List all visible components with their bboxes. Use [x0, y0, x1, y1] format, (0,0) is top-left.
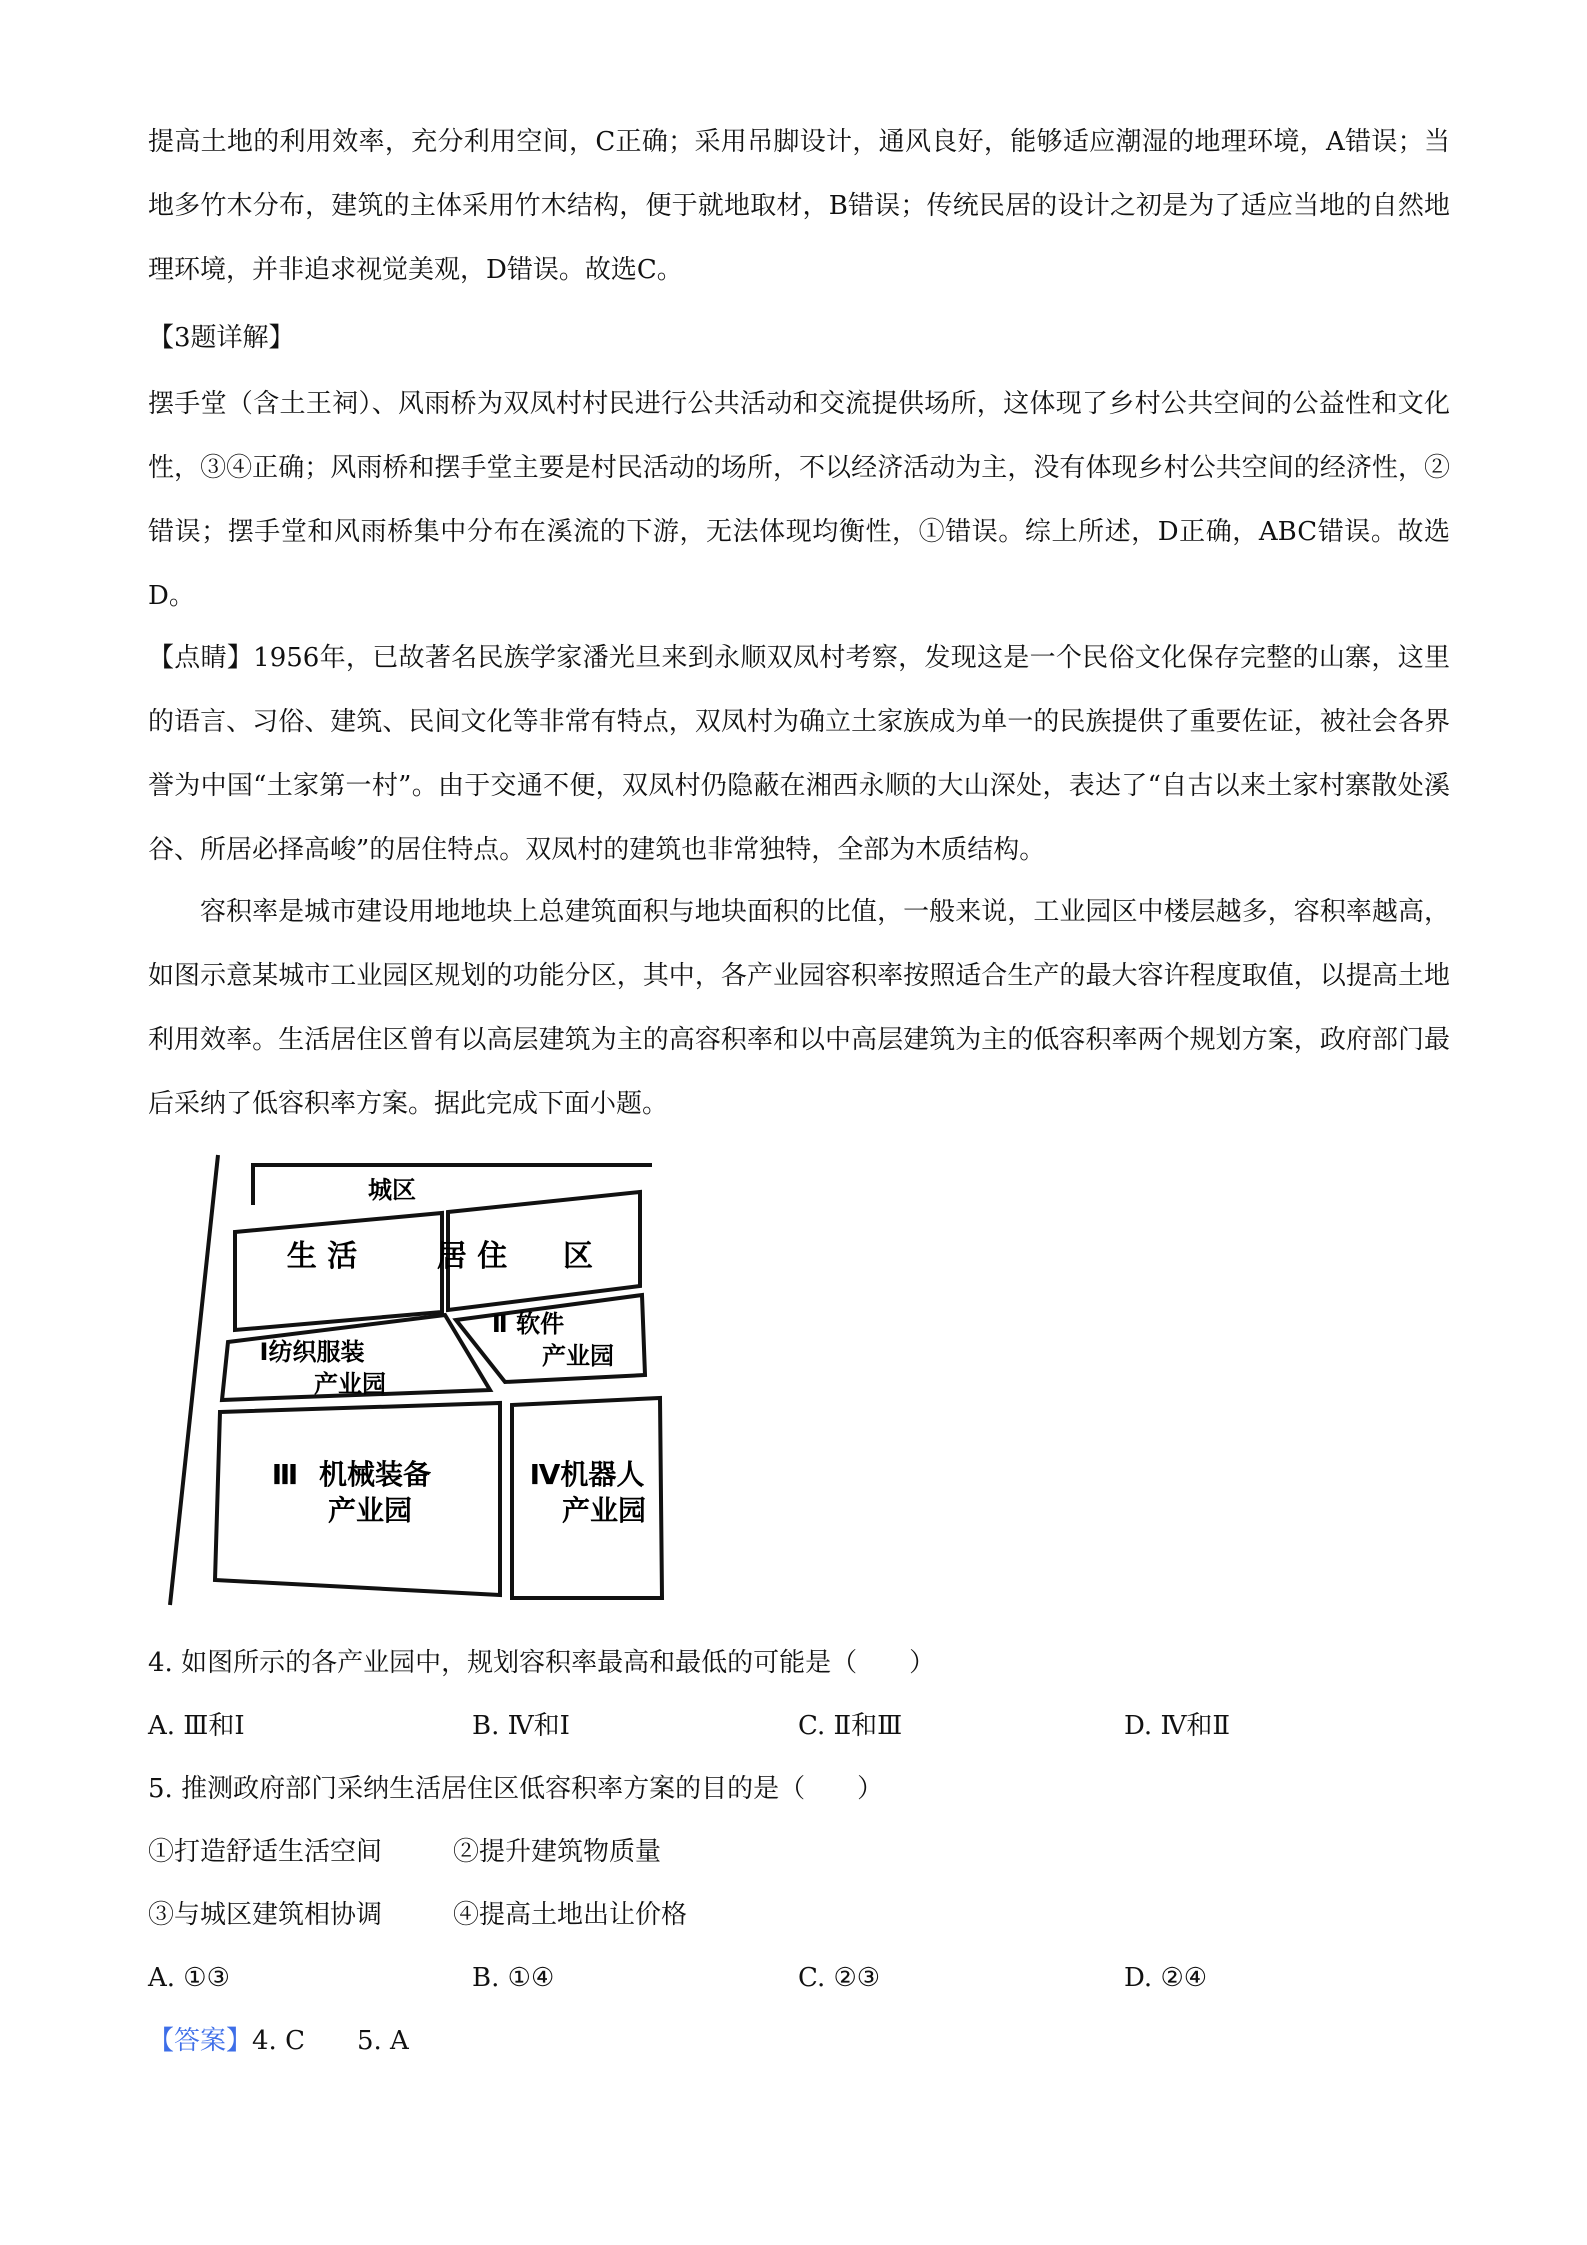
q5-item-3: ③与城区建筑相协调	[148, 1900, 383, 1930]
zone-3-number: Ⅲ	[271, 1458, 299, 1491]
q4-option-a[interactable]: A. Ⅲ和Ⅰ	[148, 1711, 245, 1741]
q5-option-a[interactable]: A. ①③	[148, 1963, 230, 1993]
road-line-top	[253, 1165, 652, 1205]
road-line-left	[170, 1155, 218, 1605]
city-label: 城区	[368, 1176, 416, 1204]
zone-1-label-2: 产业园	[314, 1370, 386, 1398]
q4-stem: 4. 如图所示的各产业园中，规划容积率最高和最低的可能是（ ）	[148, 1648, 936, 1678]
answer-label: 【答案】	[148, 2026, 253, 2056]
answer-line	[148, 2021, 409, 2061]
residential-label-1: 生 活	[286, 1239, 358, 1274]
q5-stem: 5. 推测政府部门采纳生活居住区低容积率方案的目的是（ ）	[148, 1774, 884, 1804]
residential-label-2: 居 住	[436, 1239, 508, 1274]
q4-option-d[interactable]: D. Ⅳ和Ⅱ	[1124, 1711, 1231, 1741]
answer-text: 4. C 5. A	[252, 2026, 409, 2056]
q5-option-b[interactable]: B. ①④	[472, 1963, 555, 1993]
zone-3-label: 机械装备	[318, 1458, 432, 1491]
zone-4-label-2: 产业园	[561, 1494, 647, 1527]
zone-1-label: Ⅰ纺织服装	[259, 1338, 365, 1366]
zone-4-label: Ⅳ机器人	[529, 1458, 645, 1491]
q5-option-d[interactable]: D. ②④	[1124, 1963, 1208, 1993]
material-paragraph: 容积率是城市建设用地地块上总建筑面积与地块面积的比值，一般来说，工业园区中楼层越多，容积率越高，如图示意某城市工业园区规划的功能分区，其中，各产业园容积率按照适合生产的最大容许程度取值，以提高土地利用效率。生活居住区曾有以高层建筑为主的高容积率和以中高层建筑为主的低容积率两个规划方案，政府部门最后采纳了低容积率方案。据此完成下面小题。	[148, 897, 1450, 1119]
note-paragraph: 【点睛】1956年，已故著名民族学家潘光旦来到永顺双凤村考察，发现这是一个民俗文化保存完整的山寨，这里的语言、习俗、建筑、民间文化等非常有特点，双凤村为确立土家族成为单一的民族提供了重要佐证，被社会各界誉为中国“土家第一村”。由于交通不便，双凤村仍隐蔽在湘西永顺的大山深处，表达了“自古以来土家村寨散处溪谷、所居必择高峻”的居住特点。双凤村的建筑也非常独特，全部为木质结构。	[148, 643, 1450, 865]
zone-2-label: Ⅱ 软件	[491, 1310, 565, 1338]
q4-option-c[interactable]: C. Ⅱ和Ⅲ	[798, 1711, 903, 1741]
zone-2-label-2: 产业园	[542, 1342, 614, 1370]
zoning-map	[160, 1150, 680, 1610]
q5-item-1: ①打造舒适生活空间	[148, 1837, 383, 1867]
q4-option-b[interactable]: B. Ⅳ和Ⅰ	[472, 1711, 570, 1741]
q5-item-2: ②提升建筑物质量	[453, 1837, 662, 1867]
q3-heading: 【3题详解】	[148, 323, 295, 353]
q5-option-c[interactable]: C. ②③	[798, 1963, 881, 1993]
intro-paragraph: 提高土地的利用效率，充分利用空间，C正确；采用吊脚设计，通风良好，能够适应潮湿的地理环境，A错误；当地多竹木分布，建筑的主体采用竹木结构，便于就地取材，B错误；传统民居的设计之初是为了适应当地的自然地理环境，并非追求视觉美观，D错误。故选C。	[148, 127, 1450, 285]
q3-explanation: 摆手堂（含土王祠）、风雨桥为双凤村村民进行公共活动和交流提供场所，这体现了乡村公共空间的公益性和文化性，③④正确；风雨桥和摆手堂主要是村民活动的场所，不以经济活动为主，没有体现乡村公共空间的经济性，②错误；摆手堂和风雨桥集中分布在溪流的下游，无法体现均衡性，①错误。综上所述，D正确，ABC错误。故选D。	[148, 389, 1450, 611]
q5-item-4: ④提高土地出让价格	[453, 1900, 688, 1930]
zone-3-label-2: 产业园	[327, 1494, 413, 1527]
residential-label-3: 区	[563, 1239, 593, 1274]
